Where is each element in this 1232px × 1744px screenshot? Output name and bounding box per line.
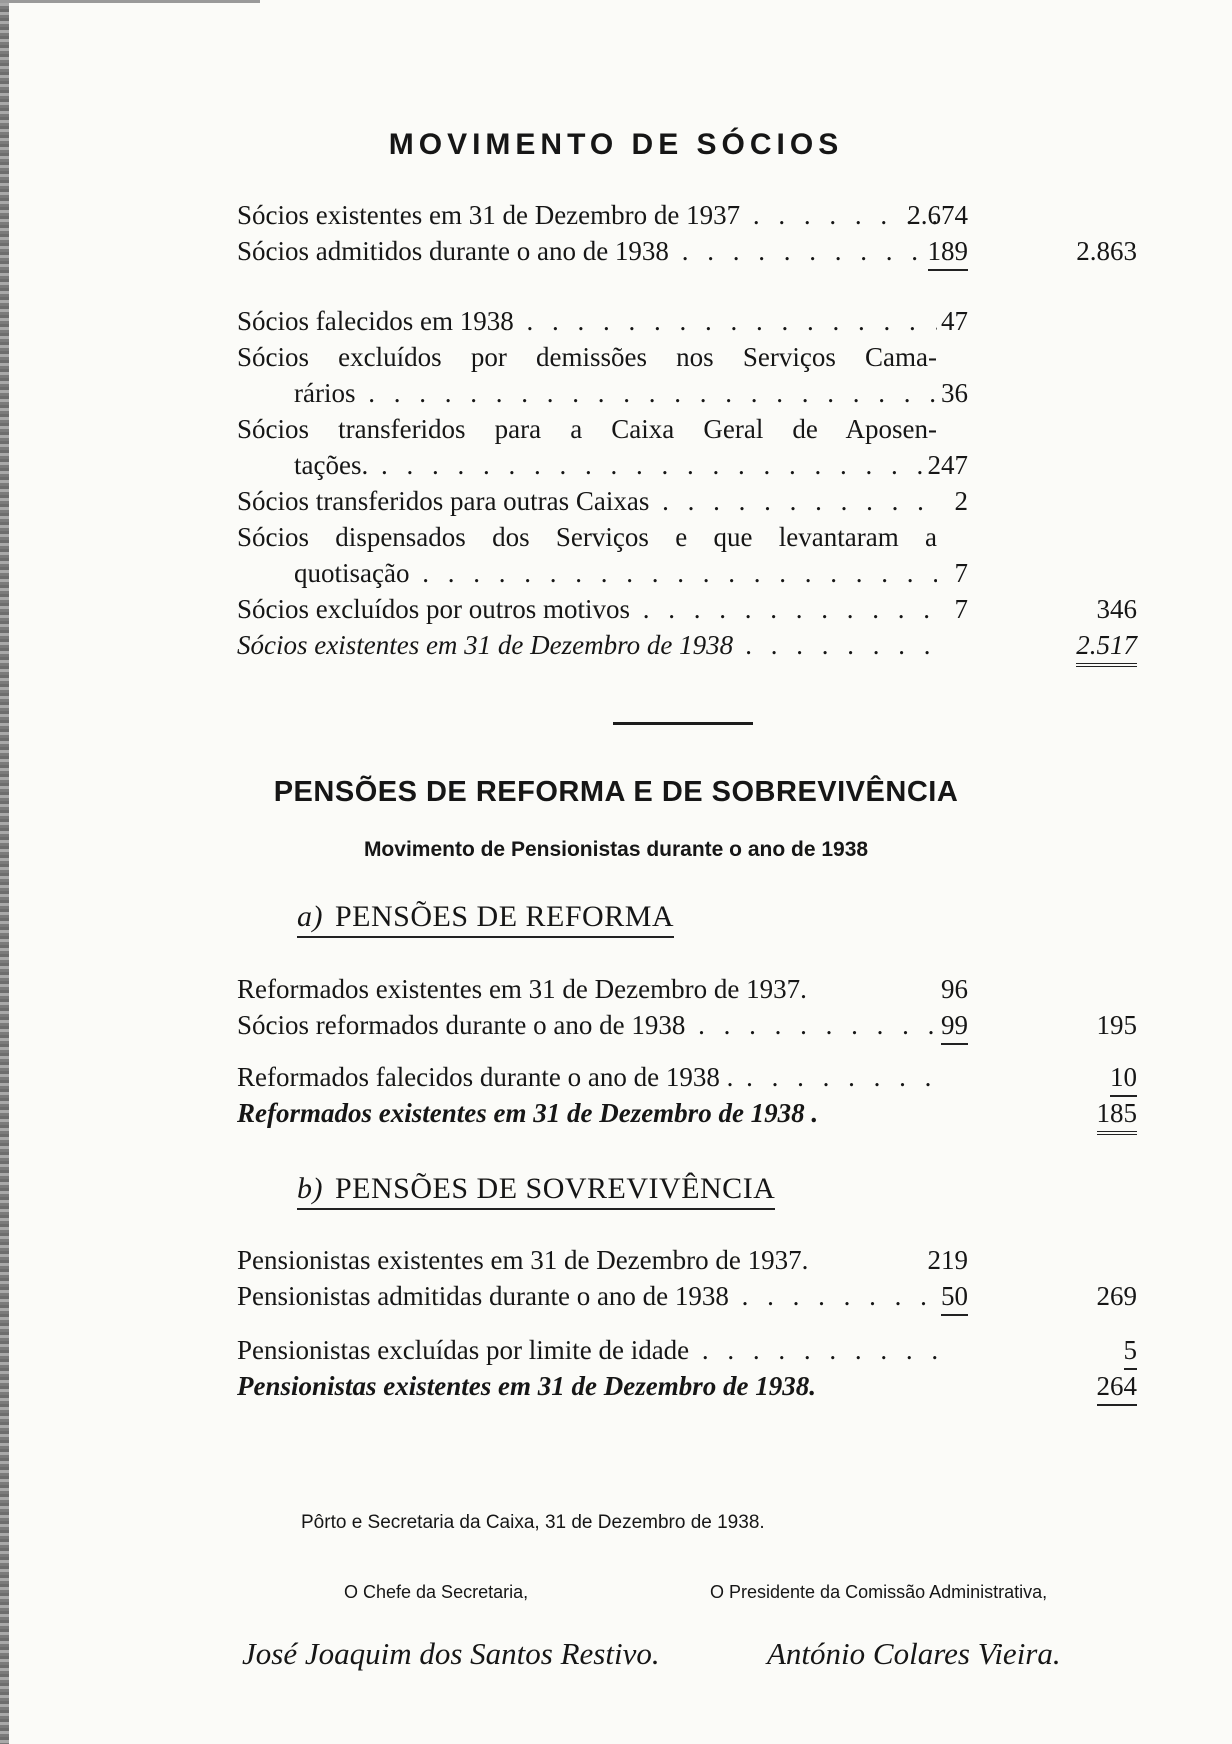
table-row: [237, 1245, 1137, 1281]
table-row-total: [237, 1371, 1137, 1407]
table-row-continuation: [237, 378, 1137, 414]
table-row-total: [237, 630, 1137, 666]
row-label: Sócios excluídos por demissões nos Serviços Cama-: [237, 342, 937, 372]
table-row: [237, 1281, 1137, 1317]
reforma-saidas-table: [237, 1062, 1137, 1134]
row-value-col1: 7: [954, 558, 968, 588]
table-row-continuation: [237, 450, 1137, 486]
row-value-col1: 47: [941, 306, 968, 336]
place-and-date: Pôrto e Secretaria da Caixa, 31 de Dezembro de 1938.: [301, 1512, 765, 1533]
section-divider: [613, 722, 753, 725]
table-row: [237, 486, 1137, 522]
table-row: [237, 594, 1137, 630]
row-value-total: 2.517: [1076, 630, 1137, 667]
table-row: [237, 1010, 1137, 1046]
socios-saidas-table: [237, 306, 1137, 666]
row-value-col1: 247: [927, 450, 968, 480]
subsection-letter: a): [297, 900, 323, 933]
section-title-movimento-socios: MOVIMENTO DE SÓCIOS: [388, 128, 844, 161]
row-value-col2: 269: [1096, 1281, 1137, 1311]
subsection-title: PENSÕES DE SOVREVIVÊNCIA: [335, 1172, 776, 1205]
subsection-title: PENSÕES DE REFORMA: [335, 900, 675, 933]
table-row: [237, 974, 1137, 1010]
left-signatory-role: O Chefe da Secretaria,: [344, 1582, 529, 1602]
subsection-heading-sobrevivencia: [297, 1172, 775, 1210]
row-label-continuation: rários . . .: [294, 378, 937, 409]
row-label: Sócios dispensados dos Serviços e que levantaram a: [237, 522, 937, 552]
row-value-col1: 189: [928, 236, 969, 271]
table-row: [237, 236, 1137, 272]
row-label: Reformados existentes em 31 de Dezembro de 1938 .: [237, 1098, 819, 1128]
row-value-col1: 219: [927, 1245, 968, 1275]
row-value-col2: 195: [1096, 1010, 1137, 1040]
sobrevivencia-saidas-table: [237, 1335, 1137, 1407]
table-row: [237, 522, 1137, 558]
row-label-continuation: tações. . . .: [294, 450, 937, 481]
row-value-col1: 7: [954, 594, 968, 624]
table-row: [237, 342, 1137, 378]
table-row-total: [237, 1098, 1137, 1134]
row-label: Pensionistas existentes em 31 de Dezembro de 1938.: [237, 1371, 816, 1401]
scan-top-edge: [0, 0, 260, 3]
section-title-pensoes: PENSÕES DE REFORMA E DE SOBREVIVÊNCIA: [273, 776, 959, 808]
row-label: Sócios transferidos para outras Caixas . . .: [237, 486, 937, 517]
row-label: Sócios transferidos para a Caixa Geral de Aposen-: [237, 414, 937, 444]
table-row: [237, 1335, 1137, 1371]
row-label: Reformados falecidos durante o ano de 1938 . . . .: [237, 1062, 937, 1093]
page-spine-edge: [0, 0, 9, 1744]
table-row: [237, 306, 1137, 342]
row-value-col2: 346: [1096, 594, 1137, 624]
row-label: Sócios existentes em 31 de Dezembro de 1938 . . .: [237, 630, 937, 661]
row-label: Sócios falecidos em 1938 . . .: [237, 306, 937, 337]
row-label: Sócios admitidos durante o ano de 1938 . . .: [237, 236, 937, 267]
table-row-continuation: [237, 558, 1137, 594]
row-value-col1: 36: [941, 378, 968, 408]
socios-table: [237, 200, 1137, 272]
sobrevivencia-table: [237, 1245, 1137, 1317]
row-label-continuation: quotisação . . .: [294, 558, 937, 589]
row-label: Pensionistas existentes em 31 de Dezembro de 1937.: [237, 1245, 809, 1275]
row-value-col1: 96: [941, 974, 968, 1004]
row-value-col1: 2: [954, 486, 968, 516]
table-row: [237, 1062, 1137, 1098]
subsection-letter: b): [297, 1172, 323, 1205]
subsection-heading-reforma: [297, 900, 674, 938]
row-value-col1: 99: [941, 1010, 968, 1045]
reforma-table: [237, 974, 1137, 1046]
row-value-total: 264: [1097, 1371, 1138, 1406]
row-label: Sócios existentes em 31 de Dezembro de 1937 . . .: [237, 200, 937, 231]
table-row: [237, 414, 1137, 450]
row-label: Pensionistas excluídas por limite de idade . . .: [237, 1335, 937, 1366]
left-signature: José Joaquim dos Santos Restivo.: [242, 1636, 660, 1671]
row-value-col1: 50: [941, 1281, 968, 1316]
row-value-col1: 2.674: [907, 200, 968, 230]
table-row: [237, 200, 1137, 236]
right-signature: António Colares Vieira.: [767, 1636, 1061, 1671]
row-value-col2: 5: [1124, 1335, 1138, 1370]
row-label: Reformados existentes em 31 de Dezembro de 1937.: [237, 974, 807, 1004]
row-value-col2: 10: [1110, 1062, 1137, 1097]
right-signatory-role: O Presidente da Comissão Administrativa,: [710, 1582, 1048, 1602]
row-label: Sócios excluídos por outros motivos . . .: [237, 594, 937, 625]
section-subtitle: Movimento de Pensionistas durante o ano de 1938: [363, 838, 869, 861]
row-label: Pensionistas admitidas durante o ano de 1938 . . .: [237, 1281, 937, 1312]
row-value-total: 185: [1097, 1098, 1138, 1135]
row-label: Sócios reformados durante o ano de 1938 . . .: [237, 1010, 937, 1041]
row-value-col2: 2.863: [1076, 236, 1137, 266]
